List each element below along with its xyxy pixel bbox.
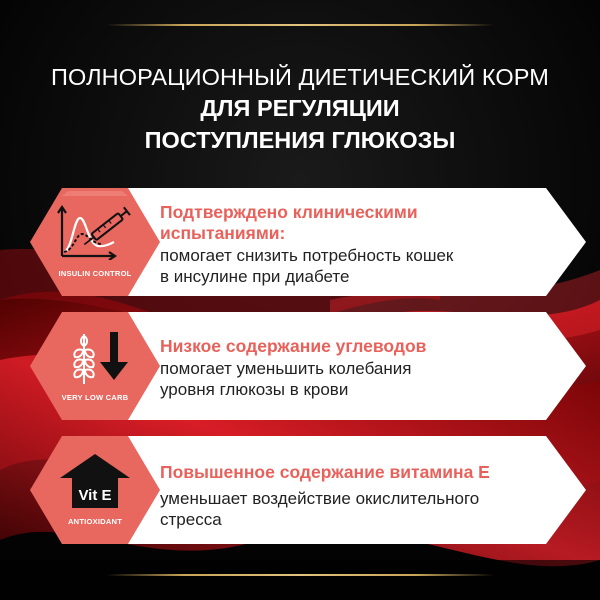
benefit-card-antioxidant [30,436,586,544]
benefit-title: Повышенное содержание витамина Е [160,462,490,482]
top-gold-divider [106,24,494,26]
badge-antioxidant: ANTIOXIDANT [67,517,123,526]
wheat-down-arrow-icon [48,328,142,384]
headline-line-3: ПОСТУПЛЕНИЯ ГЛЮКОЗЫ [144,127,456,153]
vitamin-e-arrow-icon [48,452,142,508]
insulin-control-icon [48,204,142,260]
benefit-title: Подтверждено клиническими испытаниями: [160,202,418,243]
headline-line-1: ПОЛНОРАЦИОННЫЙ ДИЕТИЧЕСКИЙ КОРМ [51,64,549,90]
headline-line-2: ДЛЯ РЕГУЛЯЦИИ [200,95,400,121]
benefit-title: Низкое содержание углеводов [160,336,427,356]
vit-e-icon-text: Vit E [78,487,112,504]
benefit-description: помогает снизить потребность кошек в инсулине при диабете [160,246,454,286]
benefit-card-insulin-control [30,188,586,296]
benefit-description: уменьшает воздействие окислительного стресса [160,489,480,529]
headline [0,62,600,156]
benefit-card-very-low-carb [30,312,586,420]
bottom-gold-divider [106,574,494,576]
benefit-description: помогает уменьшить колебания уровня глюкозы в крови [160,359,412,399]
badge-very-low-carb: VERY LOW CARB [61,393,129,402]
badge-insulin-control: INSULIN CONTROL [58,269,132,278]
